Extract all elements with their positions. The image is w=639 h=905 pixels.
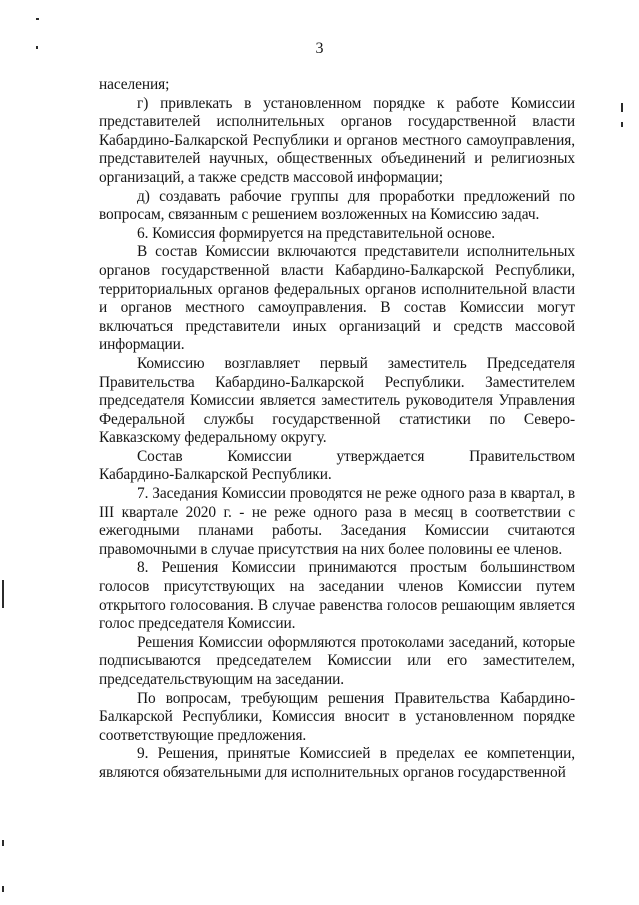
paragraph-8: 8. Решения Комиссии принимаются простым большинством голосов присутствующих на заседании членов Комиссии путем открытого голосования. В случае равенства голосов решающим является голос председателя Комиссии. bbox=[99, 559, 575, 633]
paragraph-protocols: Решения Комиссии оформляются протоколами заседаний, которые подписываются председателем Комиссии или его заместителем, председательствующим на заседании. bbox=[99, 633, 575, 688]
binding-mark bbox=[621, 103, 623, 112]
binding-mark bbox=[2, 580, 4, 608]
paragraph-approval-line-2: Кабардино-Балкарской Республики. bbox=[99, 466, 332, 484]
binding-mark bbox=[2, 886, 4, 892]
page-number: 3 bbox=[315, 40, 324, 57]
scan-mark bbox=[36, 18, 39, 20]
paragraph-item-g: г) привлекать в установленном порядке к работе Комиссии представителей исполнительных органов государственной власти Кабардино-Балкарской Республики и органов местного самоуправления, представителей научных, общественных объединений и религиозных организаций, а также средств массовой информации; bbox=[99, 94, 575, 186]
paragraph-6: 6. Комиссия формируется на представительной основе. bbox=[137, 224, 495, 242]
paragraph-composition: В состав Комиссии включаются представители исполнительных органов государственной власти Кабардино-Балкарской Республики, территориальных органов федеральных органов исполнительной власти и органов местного самоуправления. В состав Комиссии могут включаться представители иных организаций и средств массовой информации. bbox=[99, 243, 575, 354]
paragraph-9: 9. Решения, принятые Комиссией в пределах ее компетенции, являются обязательными для исполнительных органов государственной bbox=[99, 745, 575, 781]
paragraph-continuation: населения; bbox=[99, 76, 170, 93]
document-body bbox=[99, 76, 575, 783]
paragraph-item-d: д) создавать рабочие группы для проработки предложений по вопросам, связанным с решением возложенных на Комиссию задач. bbox=[99, 187, 575, 224]
binding-mark bbox=[621, 122, 623, 127]
paragraph-approval-line-1: Состав Комиссии утверждается Правительством bbox=[137, 447, 575, 465]
paragraph-chair: Комиссию возглавляет первый заместитель Председателя Правительства Кабардино-Балкарской Республики. Заместителем председателя Комиссии является заместитель руководителя Управления Федеральной службы государственной статистики по Северо-Кавказскому федеральному округу. bbox=[99, 354, 575, 447]
paragraph-7: 7. Заседания Комиссии проводятся не реже одного раза в квартал, в III квартале 2020 г. - не реже одного раза в месяц в соответствии с ежегодными планами работы. Заседания Комиссии считаются правомочными в случае присутствия на них более половины ее членов. bbox=[99, 485, 575, 558]
paragraph-proposals: По вопросам, требующим решения Правительства Кабардино-Балкарской Республики, Комиссия вносит в установленном порядке соответствующие предложения. bbox=[99, 689, 575, 744]
binding-mark bbox=[2, 840, 4, 846]
